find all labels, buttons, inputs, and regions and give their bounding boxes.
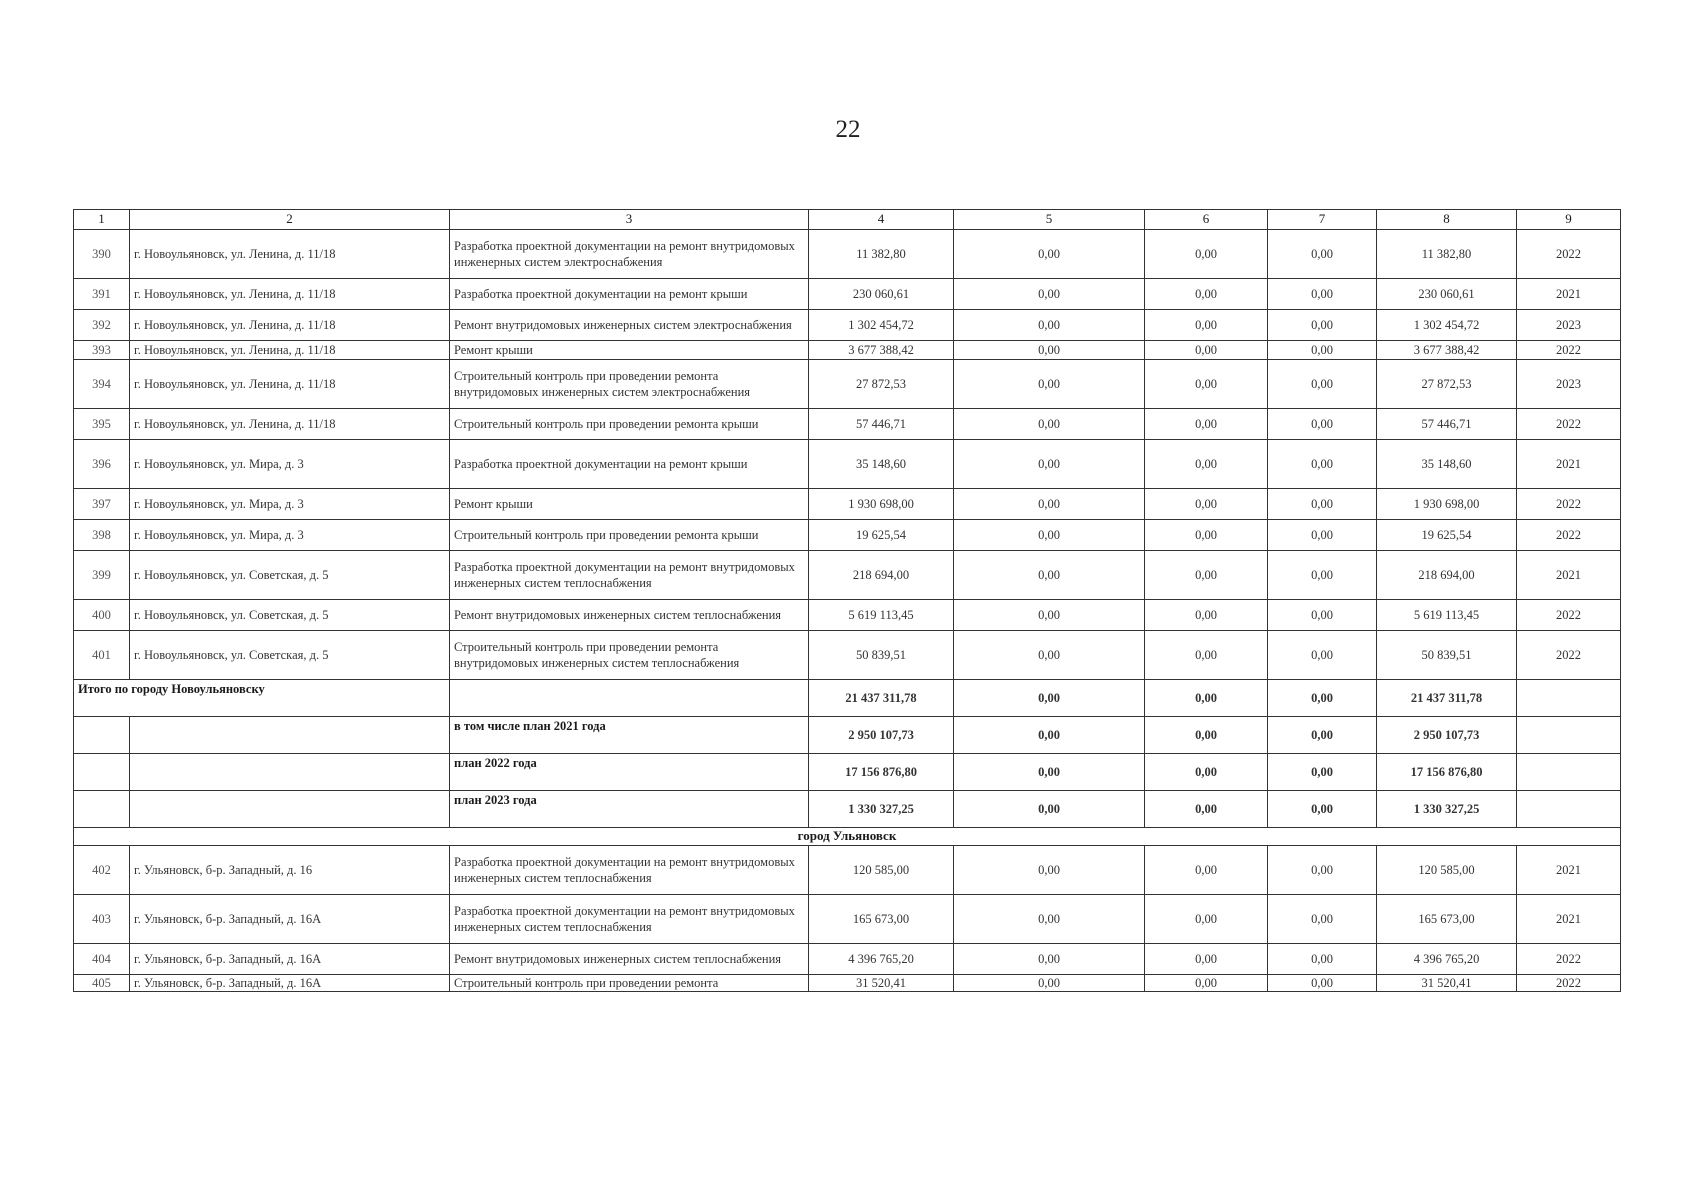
year-cell: 2023 [1517, 360, 1621, 409]
page-number: 22 [835, 116, 861, 143]
amount-cell: 19 625,54 [1377, 520, 1517, 551]
work-type-cell: Разработка проектной документации на ремонт внутридомовых инженерных систем теплоснабжения [450, 894, 809, 943]
total-amount-cell: 0,00 [1268, 680, 1377, 717]
amount-cell: 1 930 698,00 [1377, 489, 1517, 520]
table-row [74, 279, 1621, 310]
table-row [74, 489, 1621, 520]
amount-cell: 0,00 [1268, 279, 1377, 310]
amount-cell: 0,00 [1145, 409, 1268, 440]
column-number-row [74, 210, 1621, 230]
amount-cell: 0,00 [1145, 360, 1268, 409]
address-cell: г. Ульяновск, б-р. Западный, д. 16 [130, 845, 450, 894]
row-number-cell: 403 [74, 894, 130, 943]
work-type-cell: Строительный контроль при проведении ремонта крыши [450, 409, 809, 440]
address-cell: г. Новоульяновск, ул. Ленина, д. 11/18 [130, 360, 450, 409]
address-cell: г. Новоульяновск, ул. Ленина, д. 11/18 [130, 409, 450, 440]
plan-subtotal-label: в том числе план 2021 года [450, 717, 809, 754]
work-type-cell: Разработка проектной документации на ремонт крыши [450, 440, 809, 489]
subtotal-amount-cell: 0,00 [954, 791, 1145, 828]
amount-cell: 230 060,61 [809, 279, 954, 310]
row-number-cell: 394 [74, 360, 130, 409]
amount-cell: 165 673,00 [1377, 894, 1517, 943]
total-amount-cell: 0,00 [1145, 680, 1268, 717]
work-type-cell: Разработка проектной документации на ремонт внутридомовых инженерных систем теплоснабжения [450, 551, 809, 600]
address-cell: г. Ульяновск, б-р. Западный, д. 16А [130, 943, 450, 974]
amount-cell: 0,00 [954, 440, 1145, 489]
amount-cell: 50 839,51 [1377, 631, 1517, 680]
amount-cell: 0,00 [954, 631, 1145, 680]
row-number-cell: 396 [74, 440, 130, 489]
empty-cell [450, 680, 809, 717]
amount-cell: 0,00 [1145, 520, 1268, 551]
table-row [74, 440, 1621, 489]
work-type-cell: Ремонт внутридомовых инженерных систем теплоснабжения [450, 943, 809, 974]
address-cell: г. Новоульяновск, ул. Мира, д. 3 [130, 489, 450, 520]
work-type-cell: Ремонт внутридомовых инженерных систем электроснабжения [450, 310, 809, 341]
table-row [74, 894, 1621, 943]
work-type-cell: Разработка проектной документации на ремонт внутридомовых инженерных систем теплоснабжения [450, 845, 809, 894]
amount-cell: 230 060,61 [1377, 279, 1517, 310]
amount-cell: 4 396 765,20 [1377, 943, 1517, 974]
amount-cell: 31 520,41 [1377, 974, 1517, 991]
table-row [74, 409, 1621, 440]
address-cell: г. Новоульяновск, ул. Советская, д. 5 [130, 600, 450, 631]
amount-cell: 19 625,54 [809, 520, 954, 551]
amount-cell: 35 148,60 [1377, 440, 1517, 489]
empty-cell [130, 717, 450, 754]
table-row [74, 360, 1621, 409]
row-number-cell: 401 [74, 631, 130, 680]
amount-cell: 5 619 113,45 [1377, 600, 1517, 631]
address-cell: г. Ульяновск, б-р. Западный, д. 16А [130, 974, 450, 991]
total-amount-cell: 0,00 [954, 680, 1145, 717]
table-row [74, 310, 1621, 341]
amount-cell: 0,00 [1268, 631, 1377, 680]
amount-cell: 0,00 [1268, 974, 1377, 991]
amount-cell: 0,00 [1268, 520, 1377, 551]
year-cell: 2022 [1517, 600, 1621, 631]
column-header: 7 [1268, 210, 1377, 230]
table-row [74, 974, 1621, 991]
subtotal-amount-cell: 0,00 [1268, 791, 1377, 828]
work-type-cell: Строительный контроль при проведении ремонта внутридомовых инженерных систем теплоснабжения [450, 631, 809, 680]
amount-cell: 3 677 388,42 [809, 341, 954, 360]
address-cell: г. Новоульяновск, ул. Ленина, д. 11/18 [130, 230, 450, 279]
year-cell: 2021 [1517, 894, 1621, 943]
amount-cell: 11 382,80 [809, 230, 954, 279]
subtotal-amount-cell: 2 950 107,73 [1377, 717, 1517, 754]
subtotal-amount-cell: 0,00 [1268, 754, 1377, 791]
amount-cell: 27 872,53 [809, 360, 954, 409]
year-cell: 2021 [1517, 279, 1621, 310]
subtotal-amount-cell: 2 950 107,73 [809, 717, 954, 754]
year-cell: 2021 [1517, 845, 1621, 894]
amount-cell: 0,00 [1268, 409, 1377, 440]
row-number-cell: 397 [74, 489, 130, 520]
address-cell: г. Новоульяновск, ул. Мира, д. 3 [130, 440, 450, 489]
amount-cell: 0,00 [1268, 230, 1377, 279]
row-number-cell: 393 [74, 341, 130, 360]
amount-cell: 35 148,60 [809, 440, 954, 489]
amount-cell: 0,00 [1268, 440, 1377, 489]
empty-cell [130, 754, 450, 791]
amount-cell: 0,00 [1268, 845, 1377, 894]
row-number-cell: 398 [74, 520, 130, 551]
subtotal-amount-cell: 0,00 [1145, 791, 1268, 828]
amount-cell: 50 839,51 [809, 631, 954, 680]
amount-cell: 0,00 [954, 489, 1145, 520]
amount-cell: 0,00 [1145, 600, 1268, 631]
year-cell: 2022 [1517, 341, 1621, 360]
table-row [74, 551, 1621, 600]
amount-cell: 0,00 [954, 520, 1145, 551]
plan-subtotal-label: план 2023 года [450, 791, 809, 828]
work-type-cell: Ремонт крыши [450, 341, 809, 360]
subtotal-amount-cell: 0,00 [1145, 717, 1268, 754]
row-number-cell: 392 [74, 310, 130, 341]
year-cell: 2022 [1517, 489, 1621, 520]
subtotal-amount-cell: 0,00 [954, 717, 1145, 754]
amount-cell: 0,00 [954, 551, 1145, 600]
total-amount-cell: 21 437 311,78 [809, 680, 954, 717]
amount-cell: 0,00 [954, 310, 1145, 341]
amount-cell: 0,00 [954, 894, 1145, 943]
amount-cell: 0,00 [1268, 943, 1377, 974]
amount-cell: 0,00 [1145, 279, 1268, 310]
column-header: 1 [74, 210, 130, 230]
empty-cell [1517, 680, 1621, 717]
amount-cell: 0,00 [1145, 974, 1268, 991]
column-header: 9 [1517, 210, 1621, 230]
amount-cell: 0,00 [954, 409, 1145, 440]
work-type-cell: Разработка проектной документации на ремонт внутридомовых инженерных систем электроснабжения [450, 230, 809, 279]
amount-cell: 0,00 [954, 943, 1145, 974]
year-cell: 2022 [1517, 409, 1621, 440]
subtotal-amount-cell: 17 156 876,80 [809, 754, 954, 791]
column-header: 5 [954, 210, 1145, 230]
row-number-cell: 405 [74, 974, 130, 991]
table-body [74, 230, 1621, 992]
amount-cell: 0,00 [1145, 551, 1268, 600]
column-header: 8 [1377, 210, 1517, 230]
amount-cell: 0,00 [1145, 631, 1268, 680]
subtotal-amount-cell: 0,00 [954, 754, 1145, 791]
total-row [74, 680, 1621, 717]
table-row [74, 520, 1621, 551]
amount-cell: 0,00 [1268, 310, 1377, 341]
empty-cell [74, 717, 130, 754]
address-cell: г. Ульяновск, б-р. Западный, д. 16А [130, 894, 450, 943]
work-type-cell: Строительный контроль при проведении ремонта [450, 974, 809, 991]
table-row [74, 230, 1621, 279]
amount-cell: 0,00 [954, 974, 1145, 991]
amount-cell: 120 585,00 [809, 845, 954, 894]
address-cell: г. Новоульяновск, ул. Советская, д. 5 [130, 551, 450, 600]
section-title: город Ульяновск [74, 828, 1621, 846]
empty-cell [1517, 791, 1621, 828]
work-type-cell: Ремонт крыши [450, 489, 809, 520]
work-type-cell: Разработка проектной документации на ремонт крыши [450, 279, 809, 310]
year-cell: 2022 [1517, 230, 1621, 279]
row-number-cell: 404 [74, 943, 130, 974]
amount-cell: 1 302 454,72 [809, 310, 954, 341]
address-cell: г. Новоульяновск, ул. Ленина, д. 11/18 [130, 279, 450, 310]
amount-cell: 0,00 [1145, 341, 1268, 360]
amount-cell: 0,00 [954, 600, 1145, 631]
amount-cell: 218 694,00 [1377, 551, 1517, 600]
year-cell: 2023 [1517, 310, 1621, 341]
amount-cell: 4 396 765,20 [809, 943, 954, 974]
amount-cell: 57 446,71 [1377, 409, 1517, 440]
subtotal-amount-cell: 17 156 876,80 [1377, 754, 1517, 791]
table-row [74, 631, 1621, 680]
work-type-cell: Строительный контроль при проведении ремонта крыши [450, 520, 809, 551]
amount-cell: 0,00 [1268, 360, 1377, 409]
year-cell: 2022 [1517, 631, 1621, 680]
amount-cell: 120 585,00 [1377, 845, 1517, 894]
column-header: 4 [809, 210, 954, 230]
plan-subtotal-label: план 2022 года [450, 754, 809, 791]
table-row [74, 600, 1621, 631]
row-number-cell: 399 [74, 551, 130, 600]
repair-plan-table [73, 209, 1621, 992]
row-number-cell: 395 [74, 409, 130, 440]
amount-cell: 0,00 [1145, 845, 1268, 894]
amount-cell: 0,00 [1268, 894, 1377, 943]
plan-subtotal-row [74, 717, 1621, 754]
amount-cell: 0,00 [1145, 310, 1268, 341]
year-cell: 2022 [1517, 974, 1621, 991]
amount-cell: 0,00 [1145, 230, 1268, 279]
row-number-cell: 402 [74, 845, 130, 894]
row-number-cell: 391 [74, 279, 130, 310]
amount-cell: 0,00 [1268, 489, 1377, 520]
subtotal-amount-cell: 1 330 327,25 [1377, 791, 1517, 828]
total-amount-cell: 21 437 311,78 [1377, 680, 1517, 717]
empty-cell [130, 791, 450, 828]
empty-cell [74, 791, 130, 828]
plan-subtotal-row [74, 754, 1621, 791]
year-cell: 2022 [1517, 520, 1621, 551]
column-header: 2 [130, 210, 450, 230]
table-header [74, 210, 1621, 230]
subtotal-amount-cell: 1 330 327,25 [809, 791, 954, 828]
total-label: Итого по городу Новоульяновску [74, 680, 450, 717]
amount-cell: 11 382,80 [1377, 230, 1517, 279]
amount-cell: 0,00 [954, 230, 1145, 279]
table-row [74, 845, 1621, 894]
amount-cell: 31 520,41 [809, 974, 954, 991]
address-cell: г. Новоульяновск, ул. Ленина, д. 11/18 [130, 341, 450, 360]
amount-cell: 0,00 [1268, 600, 1377, 631]
amount-cell: 0,00 [1268, 551, 1377, 600]
amount-cell: 0,00 [1145, 489, 1268, 520]
row-number-cell: 400 [74, 600, 130, 631]
work-type-cell: Строительный контроль при проведении ремонта внутридомовых инженерных систем электроснабжения [450, 360, 809, 409]
address-cell: г. Новоульяновск, ул. Мира, д. 3 [130, 520, 450, 551]
subtotal-amount-cell: 0,00 [1268, 717, 1377, 754]
amount-cell: 1 930 698,00 [809, 489, 954, 520]
amount-cell: 57 446,71 [809, 409, 954, 440]
amount-cell: 0,00 [1145, 440, 1268, 489]
empty-cell [74, 754, 130, 791]
section-header-row [74, 828, 1621, 846]
amount-cell: 0,00 [954, 279, 1145, 310]
plan-subtotal-row [74, 791, 1621, 828]
amount-cell: 0,00 [954, 341, 1145, 360]
amount-cell: 27 872,53 [1377, 360, 1517, 409]
year-cell: 2021 [1517, 551, 1621, 600]
address-cell: г. Новоульяновск, ул. Ленина, д. 11/18 [130, 310, 450, 341]
column-header: 6 [1145, 210, 1268, 230]
work-type-cell: Ремонт внутридомовых инженерных систем теплоснабжения [450, 600, 809, 631]
amount-cell: 3 677 388,42 [1377, 341, 1517, 360]
address-cell: г. Новоульяновск, ул. Советская, д. 5 [130, 631, 450, 680]
amount-cell: 165 673,00 [809, 894, 954, 943]
column-header: 3 [450, 210, 809, 230]
empty-cell [1517, 717, 1621, 754]
table-row [74, 943, 1621, 974]
amount-cell: 0,00 [1268, 341, 1377, 360]
amount-cell: 5 619 113,45 [809, 600, 954, 631]
amount-cell: 1 302 454,72 [1377, 310, 1517, 341]
amount-cell: 0,00 [954, 845, 1145, 894]
subtotal-amount-cell: 0,00 [1145, 754, 1268, 791]
amount-cell: 218 694,00 [809, 551, 954, 600]
year-cell: 2021 [1517, 440, 1621, 489]
year-cell: 2022 [1517, 943, 1621, 974]
empty-cell [1517, 754, 1621, 791]
amount-cell: 0,00 [954, 360, 1145, 409]
table-row [74, 341, 1621, 360]
amount-cell: 0,00 [1145, 943, 1268, 974]
amount-cell: 0,00 [1145, 894, 1268, 943]
row-number-cell: 390 [74, 230, 130, 279]
